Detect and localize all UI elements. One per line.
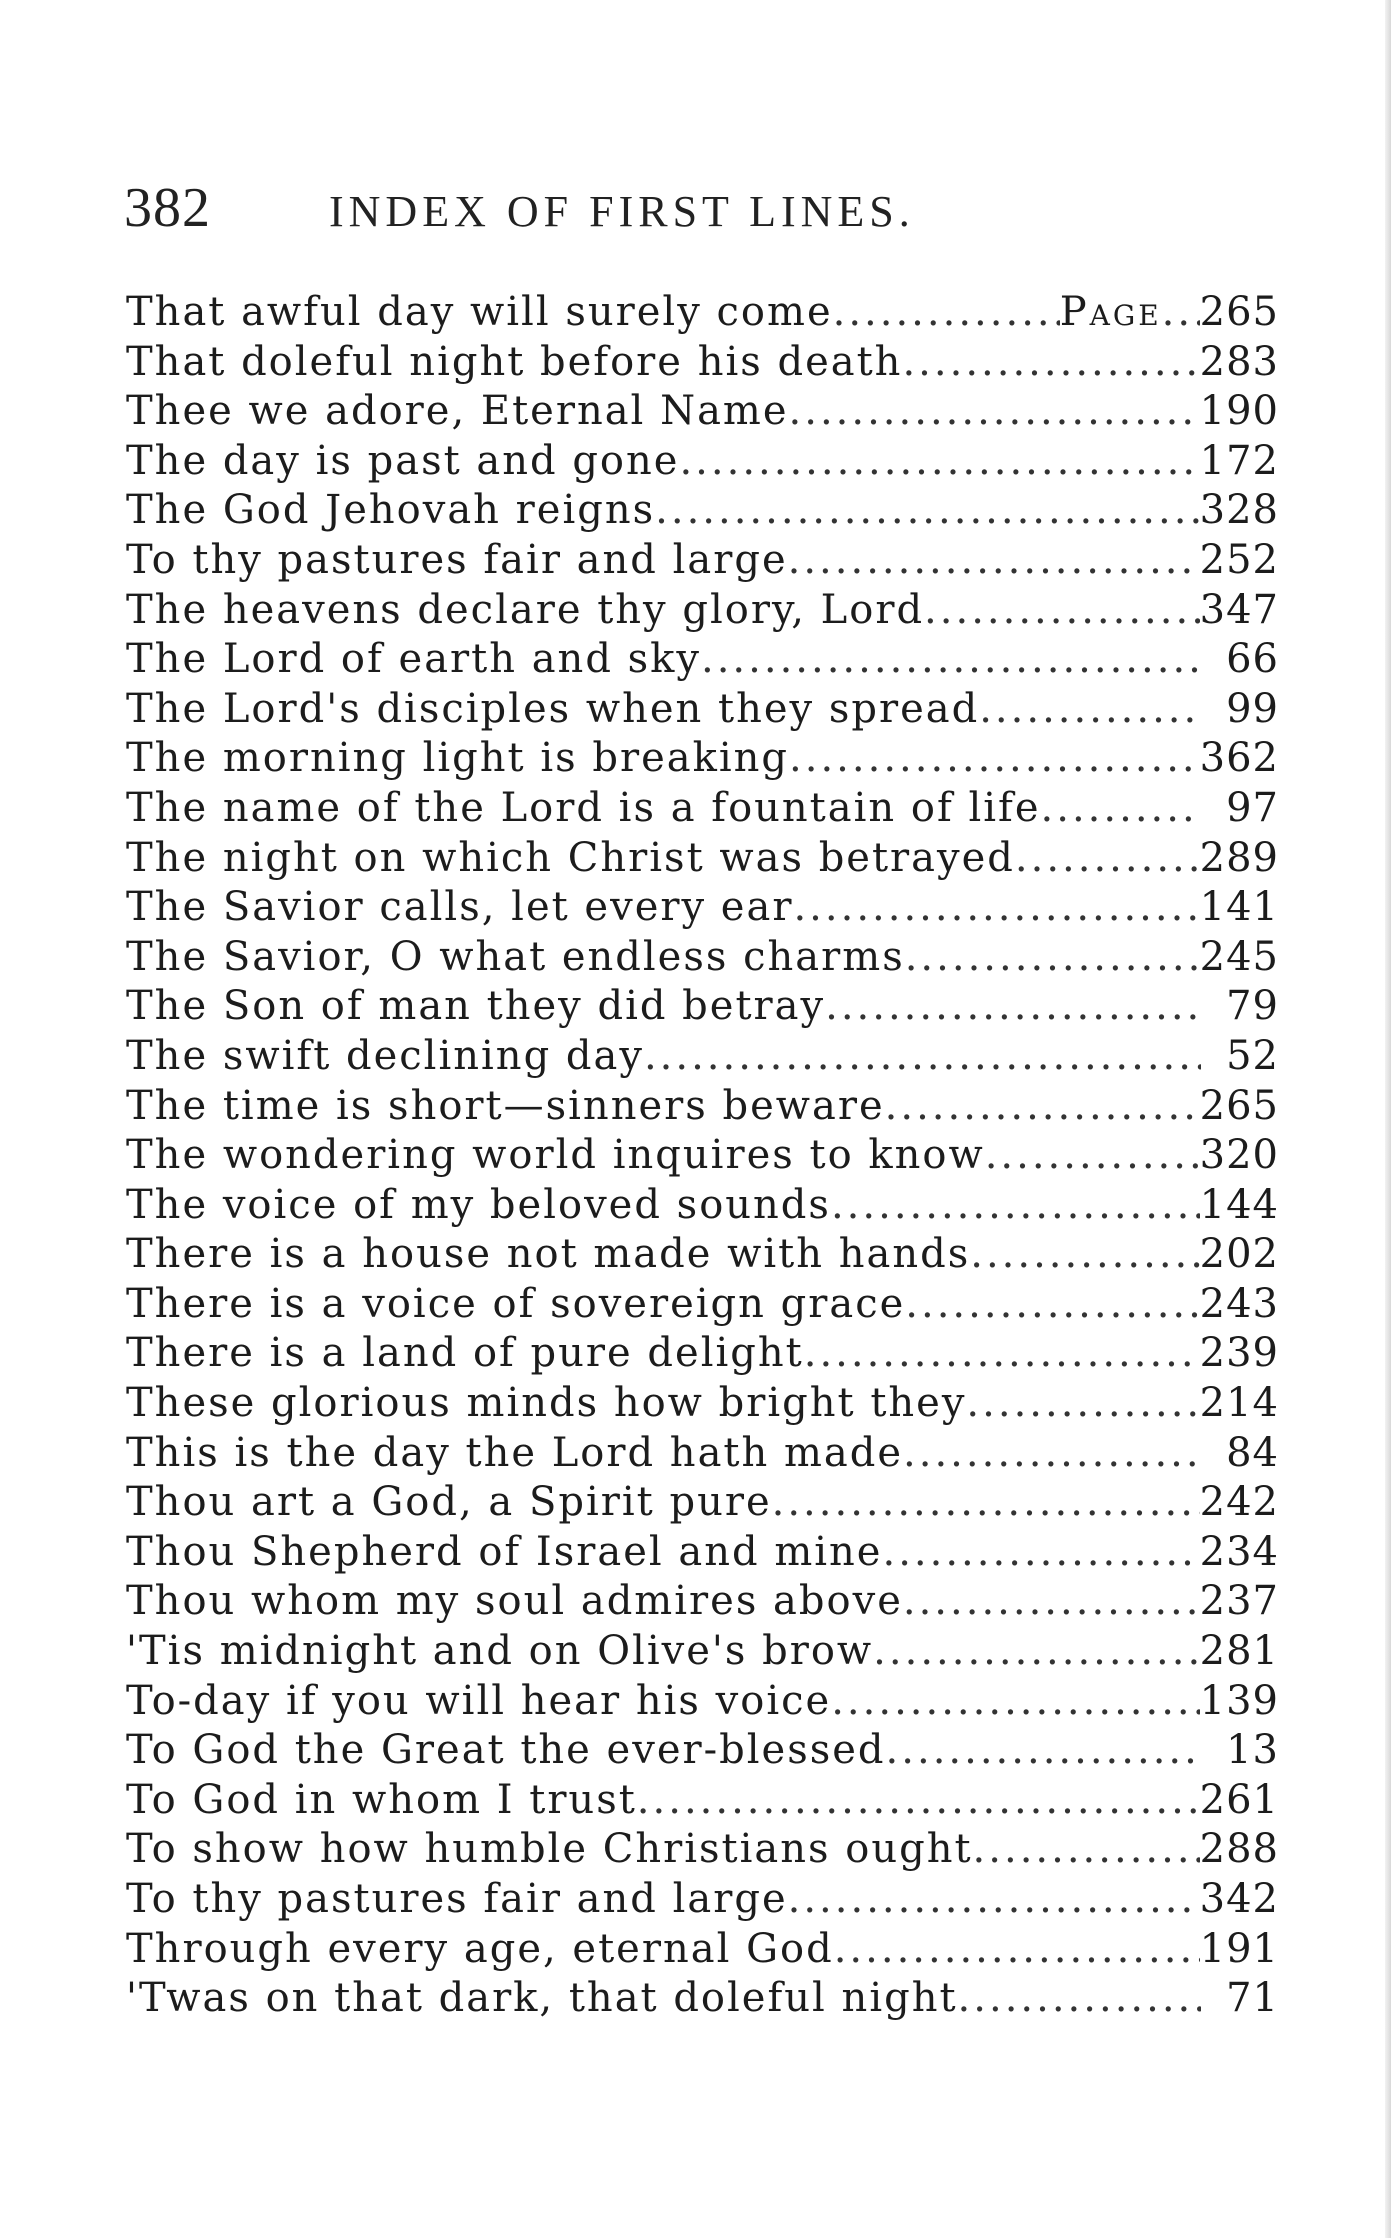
entry-first-line: The Lord of earth and sky [126, 636, 701, 683]
entry-page-number: 261 [1199, 1776, 1279, 1823]
dot-leader [833, 288, 1060, 338]
page-number: 382 [124, 177, 211, 239]
index-entry [126, 387, 1279, 437]
dot-leader [966, 1379, 1199, 1429]
index-entry [126, 1379, 1279, 1429]
entry-page-number: 288 [1199, 1826, 1279, 1873]
dot-leader [979, 685, 1201, 735]
entry-first-line: There is a voice of sovereign grace [126, 1280, 906, 1327]
index-entry [126, 883, 1279, 933]
running-title: INDEX OF FIRST LINES. [329, 187, 915, 236]
index-entry [126, 1032, 1279, 1082]
dot-leader [905, 1280, 1199, 1330]
entry-page-number: 252 [1199, 536, 1279, 583]
index-entry [126, 1925, 1279, 1975]
page-label: Page [1059, 289, 1162, 335]
entry-page-number: 191 [1199, 1925, 1279, 1972]
entry-page-number: 328 [1199, 487, 1279, 534]
entry-page-number: 239 [1199, 1330, 1279, 1377]
entry-page-number: 66 [1226, 636, 1279, 683]
dot-leader [701, 635, 1201, 685]
index-entry [126, 1131, 1279, 1181]
entry-first-line: That awful day will surely come [126, 289, 833, 335]
dot-leader [958, 1974, 1201, 2024]
index-list [126, 288, 1279, 2024]
entry-page-number: 13 [1226, 1727, 1279, 1774]
entry-page-number: 265 [1199, 1082, 1279, 1129]
entry-first-line: The night on which Christ was betrayed [126, 834, 1015, 881]
entry-first-line: The Savior calls, let every ear [126, 884, 794, 931]
index-entry [126, 1726, 1279, 1776]
entry-first-line: To God in whom I trust [126, 1776, 637, 1823]
dot-leader [924, 586, 1200, 636]
entry-first-line: Thou art a God, a Spirit pure [126, 1479, 772, 1526]
index-entry [126, 338, 1279, 388]
entry-page-number: 97 [1226, 784, 1279, 831]
entry-page-number: 202 [1199, 1231, 1279, 1278]
entry-first-line: The day is past and gone [126, 437, 680, 484]
dot-leader [679, 437, 1199, 487]
dot-leader [793, 883, 1199, 933]
page-edge [1385, 0, 1391, 2238]
index-entry [126, 635, 1279, 685]
index-entry [126, 834, 1279, 884]
dot-leader [831, 1181, 1200, 1231]
entry-page-number: 190 [1199, 388, 1279, 435]
dot-leader [637, 1776, 1200, 1826]
dot-leader [788, 536, 1200, 586]
entry-first-line: The Savior, O what endless charms [126, 933, 905, 980]
dot-leader [1041, 784, 1201, 834]
entry-first-line: The morning light is breaking [126, 735, 790, 782]
entry-first-line: The time is short—sinners beware [126, 1082, 885, 1129]
entry-first-line: The God Jehovah reigns [126, 487, 656, 534]
entry-page-number: 281 [1199, 1628, 1279, 1675]
entry-first-line: The wondering world inquires to know [126, 1132, 985, 1179]
dot-leader [970, 1230, 1199, 1280]
entry-first-line: To show how humble Christians ought [126, 1826, 973, 1873]
index-entry [126, 933, 1279, 983]
dot-leader [1015, 834, 1200, 884]
dot-leader [886, 1726, 1201, 1776]
index-entry [126, 1776, 1279, 1826]
dot-leader [1162, 288, 1200, 338]
index-entry [126, 1627, 1279, 1677]
index-entry [126, 1280, 1279, 1330]
index-entry [126, 1974, 1279, 2024]
index-entry [126, 437, 1279, 487]
index-entry [126, 1875, 1279, 1925]
index-entry [126, 1677, 1279, 1727]
entry-page-number: 172 [1199, 437, 1279, 484]
entry-first-line: 'Tis midnight and on Olive's brow [126, 1628, 874, 1675]
entry-page-number: 79 [1226, 983, 1279, 1030]
entry-first-line: Thee we adore, Eternal Name [126, 388, 789, 435]
dot-leader [788, 1875, 1200, 1925]
entry-first-line: Through every age, eternal God [126, 1925, 834, 1972]
entry-first-line: There is a land of pure delight [126, 1330, 804, 1377]
index-entry [126, 734, 1279, 784]
entry-first-line: The heavens declare thy glory, Lord [126, 586, 925, 633]
entry-page-number: 265 [1199, 289, 1279, 335]
dot-leader [644, 1032, 1201, 1082]
entry-page-number: 237 [1199, 1578, 1279, 1625]
index-entry [126, 1478, 1279, 1528]
entry-first-line: The swift declining day [126, 1032, 644, 1079]
entry-page-number: 242 [1199, 1479, 1279, 1526]
index-entry [126, 1825, 1279, 1875]
entry-first-line: The name of the Lord is a fountain of life [126, 784, 1041, 831]
entry-first-line: The Lord's disciples when they spread [126, 685, 980, 732]
dot-leader [873, 1627, 1199, 1677]
dot-leader [834, 1925, 1200, 1975]
entry-page-number: 71 [1226, 1975, 1279, 2022]
dot-leader [804, 1329, 1200, 1379]
entry-page-number: 84 [1226, 1429, 1279, 1476]
dot-leader [973, 1825, 1200, 1875]
entry-first-line: To thy pastures fair and large [126, 1876, 788, 1922]
entry-first-line: That doleful night before his death [126, 338, 903, 385]
entry-first-line: To God the Great the ever-blessed [126, 1727, 886, 1774]
entry-page-number: 245 [1199, 933, 1279, 980]
index-entry [126, 982, 1279, 1032]
index-entry [126, 1181, 1279, 1231]
index-entry [126, 1230, 1279, 1280]
dot-leader [655, 486, 1200, 536]
dot-leader [882, 1528, 1199, 1578]
index-entry [126, 1082, 1279, 1132]
entry-page-number: 144 [1199, 1181, 1279, 1228]
index-entry [126, 586, 1279, 636]
index-entry [126, 288, 1279, 338]
entry-page-number: 342 [1199, 1876, 1279, 1922]
index-entry [126, 1329, 1279, 1379]
dot-leader [903, 1429, 1201, 1479]
dot-leader [905, 933, 1200, 983]
entry-page-number: 320 [1199, 1132, 1279, 1179]
dot-leader [903, 1577, 1200, 1627]
entry-page-number: 52 [1226, 1032, 1279, 1079]
dot-leader [789, 387, 1200, 437]
entry-page-number: 99 [1226, 685, 1279, 732]
dot-leader [985, 1131, 1200, 1181]
entry-first-line: These glorious minds how bright they [126, 1380, 967, 1427]
entry-first-line: To thy pastures fair and large [126, 536, 788, 583]
entry-page-number: 362 [1199, 735, 1279, 782]
entry-page-number: 234 [1199, 1528, 1279, 1575]
dot-leader [902, 338, 1199, 388]
dot-leader [825, 982, 1201, 1032]
index-entry [126, 536, 1279, 586]
entry-first-line: To-day if you will hear his voice [126, 1677, 832, 1724]
dot-leader [885, 1082, 1200, 1132]
entry-page-number: 289 [1199, 834, 1279, 881]
index-entry [126, 784, 1279, 834]
entry-page-number: 347 [1199, 586, 1279, 633]
entry-first-line: This is the day the Lord hath made [126, 1429, 904, 1476]
entry-page-number: 214 [1199, 1380, 1279, 1427]
index-entry [126, 1577, 1279, 1627]
entry-first-line: 'Twas on that dark, that doleful night [126, 1975, 958, 2022]
index-entry [126, 1429, 1279, 1479]
index-entry [126, 486, 1279, 536]
entry-page-number: 283 [1199, 338, 1279, 385]
entry-first-line: The voice of my beloved sounds [126, 1181, 831, 1228]
entry-page-number: 243 [1199, 1280, 1279, 1327]
dot-leader [831, 1677, 1199, 1727]
entry-first-line: The Son of man they did betray [126, 983, 826, 1030]
entry-page-number: 139 [1199, 1677, 1279, 1724]
index-entry [126, 685, 1279, 735]
page-header [124, 176, 915, 239]
entry-first-line: Thou Shepherd of Israel and mine [126, 1528, 883, 1575]
entry-first-line: Thou whom my soul admires above [126, 1578, 903, 1625]
index-entry [126, 1528, 1279, 1578]
entry-page-number: 141 [1199, 884, 1279, 931]
dot-leader [772, 1478, 1200, 1528]
dot-leader [789, 734, 1200, 784]
entry-first-line: There is a house not made with hands [126, 1231, 971, 1278]
